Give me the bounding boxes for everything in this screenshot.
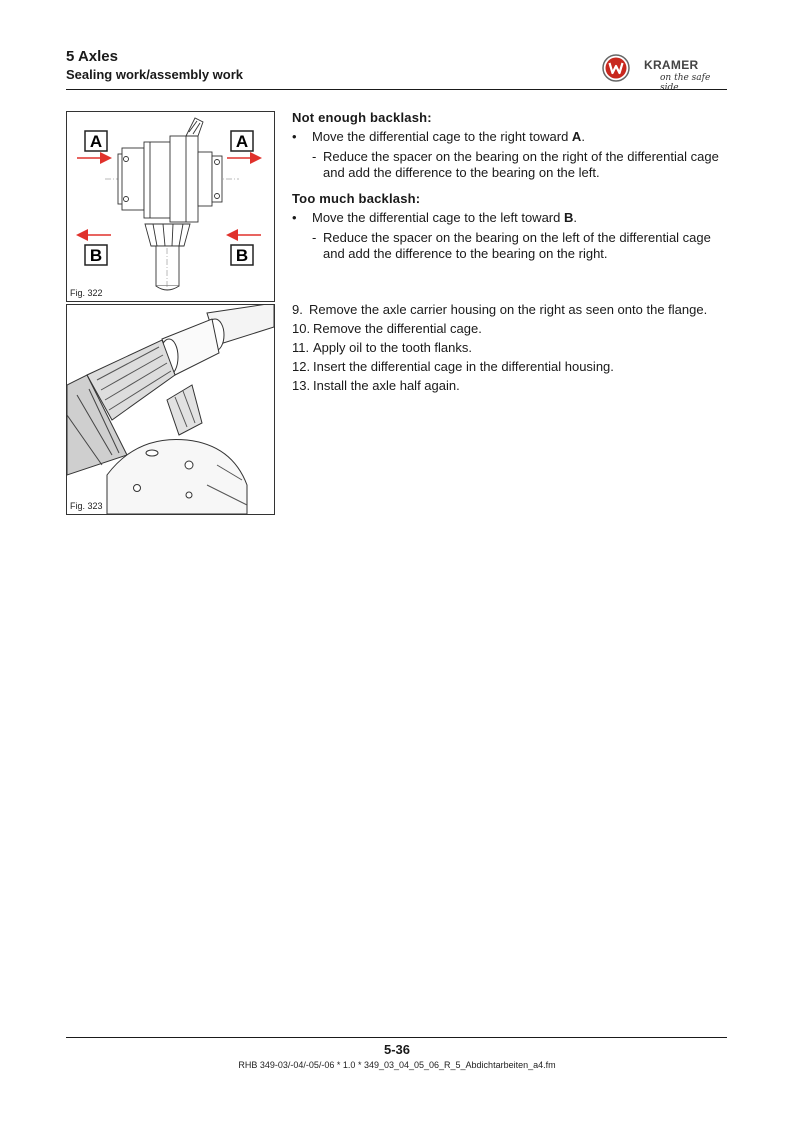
sub-not-enough-line1: Reduce the spacer on the bearing on the right of the differential cage: [323, 149, 719, 164]
step-text: Apply oil to the tooth flanks.: [313, 340, 472, 355]
step-text: Remove the differential cage.: [313, 321, 482, 336]
bullet-text: Move the differential cage to the left toward B.: [312, 210, 577, 225]
bullet-not-enough: [292, 129, 732, 145]
sub-not-enough: [292, 149, 732, 181]
label-box-a-left: [85, 131, 107, 151]
chapter-title: 5 Axles: [66, 48, 118, 65]
step-item: [292, 302, 732, 318]
kramer-logo-icon: [600, 50, 640, 86]
direction-b: B: [563, 210, 574, 225]
bullet-text: Move the differential cage to the right toward A.: [312, 129, 585, 144]
logo-tagline: on the safe side: [660, 73, 711, 93]
label-box-a-right: [231, 131, 253, 151]
header-divider: [66, 89, 727, 90]
heading-too-much-backlash: Too much backlash:: [292, 191, 421, 206]
label-b-left: B: [89, 246, 103, 265]
direction-a: A: [571, 129, 582, 144]
step-item: [292, 321, 732, 337]
step-number: 10.: [292, 321, 311, 336]
label-a-left: A: [89, 132, 103, 151]
footer-divider: [66, 1037, 727, 1038]
heading-not-enough-backlash: Not enough backlash:: [292, 110, 432, 125]
sub-not-enough-line2: and add the difference to the bearing on the left.: [323, 165, 600, 180]
document-reference: RHB 349-03/-04/-05/-06 * 1.0 * 349_03_04_05_06_R_5_Abdichtarbeiten_a4.fm: [238, 1060, 556, 1070]
step-text: Insert the differential cage in the differential housing.: [313, 359, 614, 374]
figure-322: [66, 111, 275, 302]
step-text: Remove the axle carrier housing on the right as seen onto the flange.: [309, 302, 708, 317]
figure-323-caption: Fig. 323: [70, 501, 103, 511]
label-box-b-right: [231, 245, 253, 265]
logo-text: KRAMER: [644, 58, 699, 72]
figure-322-caption: Fig. 322: [70, 288, 103, 298]
differential-cage-drawing: [118, 118, 222, 292]
step-item: [292, 340, 732, 356]
step-number: 12.: [292, 359, 311, 374]
step-item: [292, 378, 732, 394]
dash-symbol: -: [312, 230, 317, 245]
bullet-symbol: •: [292, 129, 297, 144]
oil-tooth-flanks-photo: [67, 305, 274, 514]
dash-symbol: -: [312, 149, 317, 164]
page-number: 5-36: [383, 1042, 411, 1057]
step-number: 11.: [292, 340, 310, 355]
step-text: Install the axle half again.: [313, 378, 460, 393]
label-a-right: A: [235, 132, 249, 151]
sub-too-much-line2: and add the difference to the bearing on the right.: [323, 246, 608, 261]
step-number: 13.: [292, 378, 311, 393]
figure-323: [66, 304, 275, 515]
label-b-right: B: [235, 246, 249, 265]
bullet-symbol: •: [292, 210, 297, 225]
steps-list: [292, 302, 732, 397]
step-number: 9.: [292, 302, 303, 317]
bullet-too-much: [292, 210, 732, 226]
differential-diagram: [67, 112, 274, 301]
sub-too-much-line1: Reduce the spacer on the bearing on the left of the differential cage: [323, 230, 711, 245]
label-box-b-left: [85, 245, 107, 265]
step-item: [292, 359, 732, 375]
kramer-logo: [600, 50, 730, 93]
section-title: Sealing work/assembly work: [66, 67, 244, 82]
sub-too-much: [292, 230, 732, 262]
